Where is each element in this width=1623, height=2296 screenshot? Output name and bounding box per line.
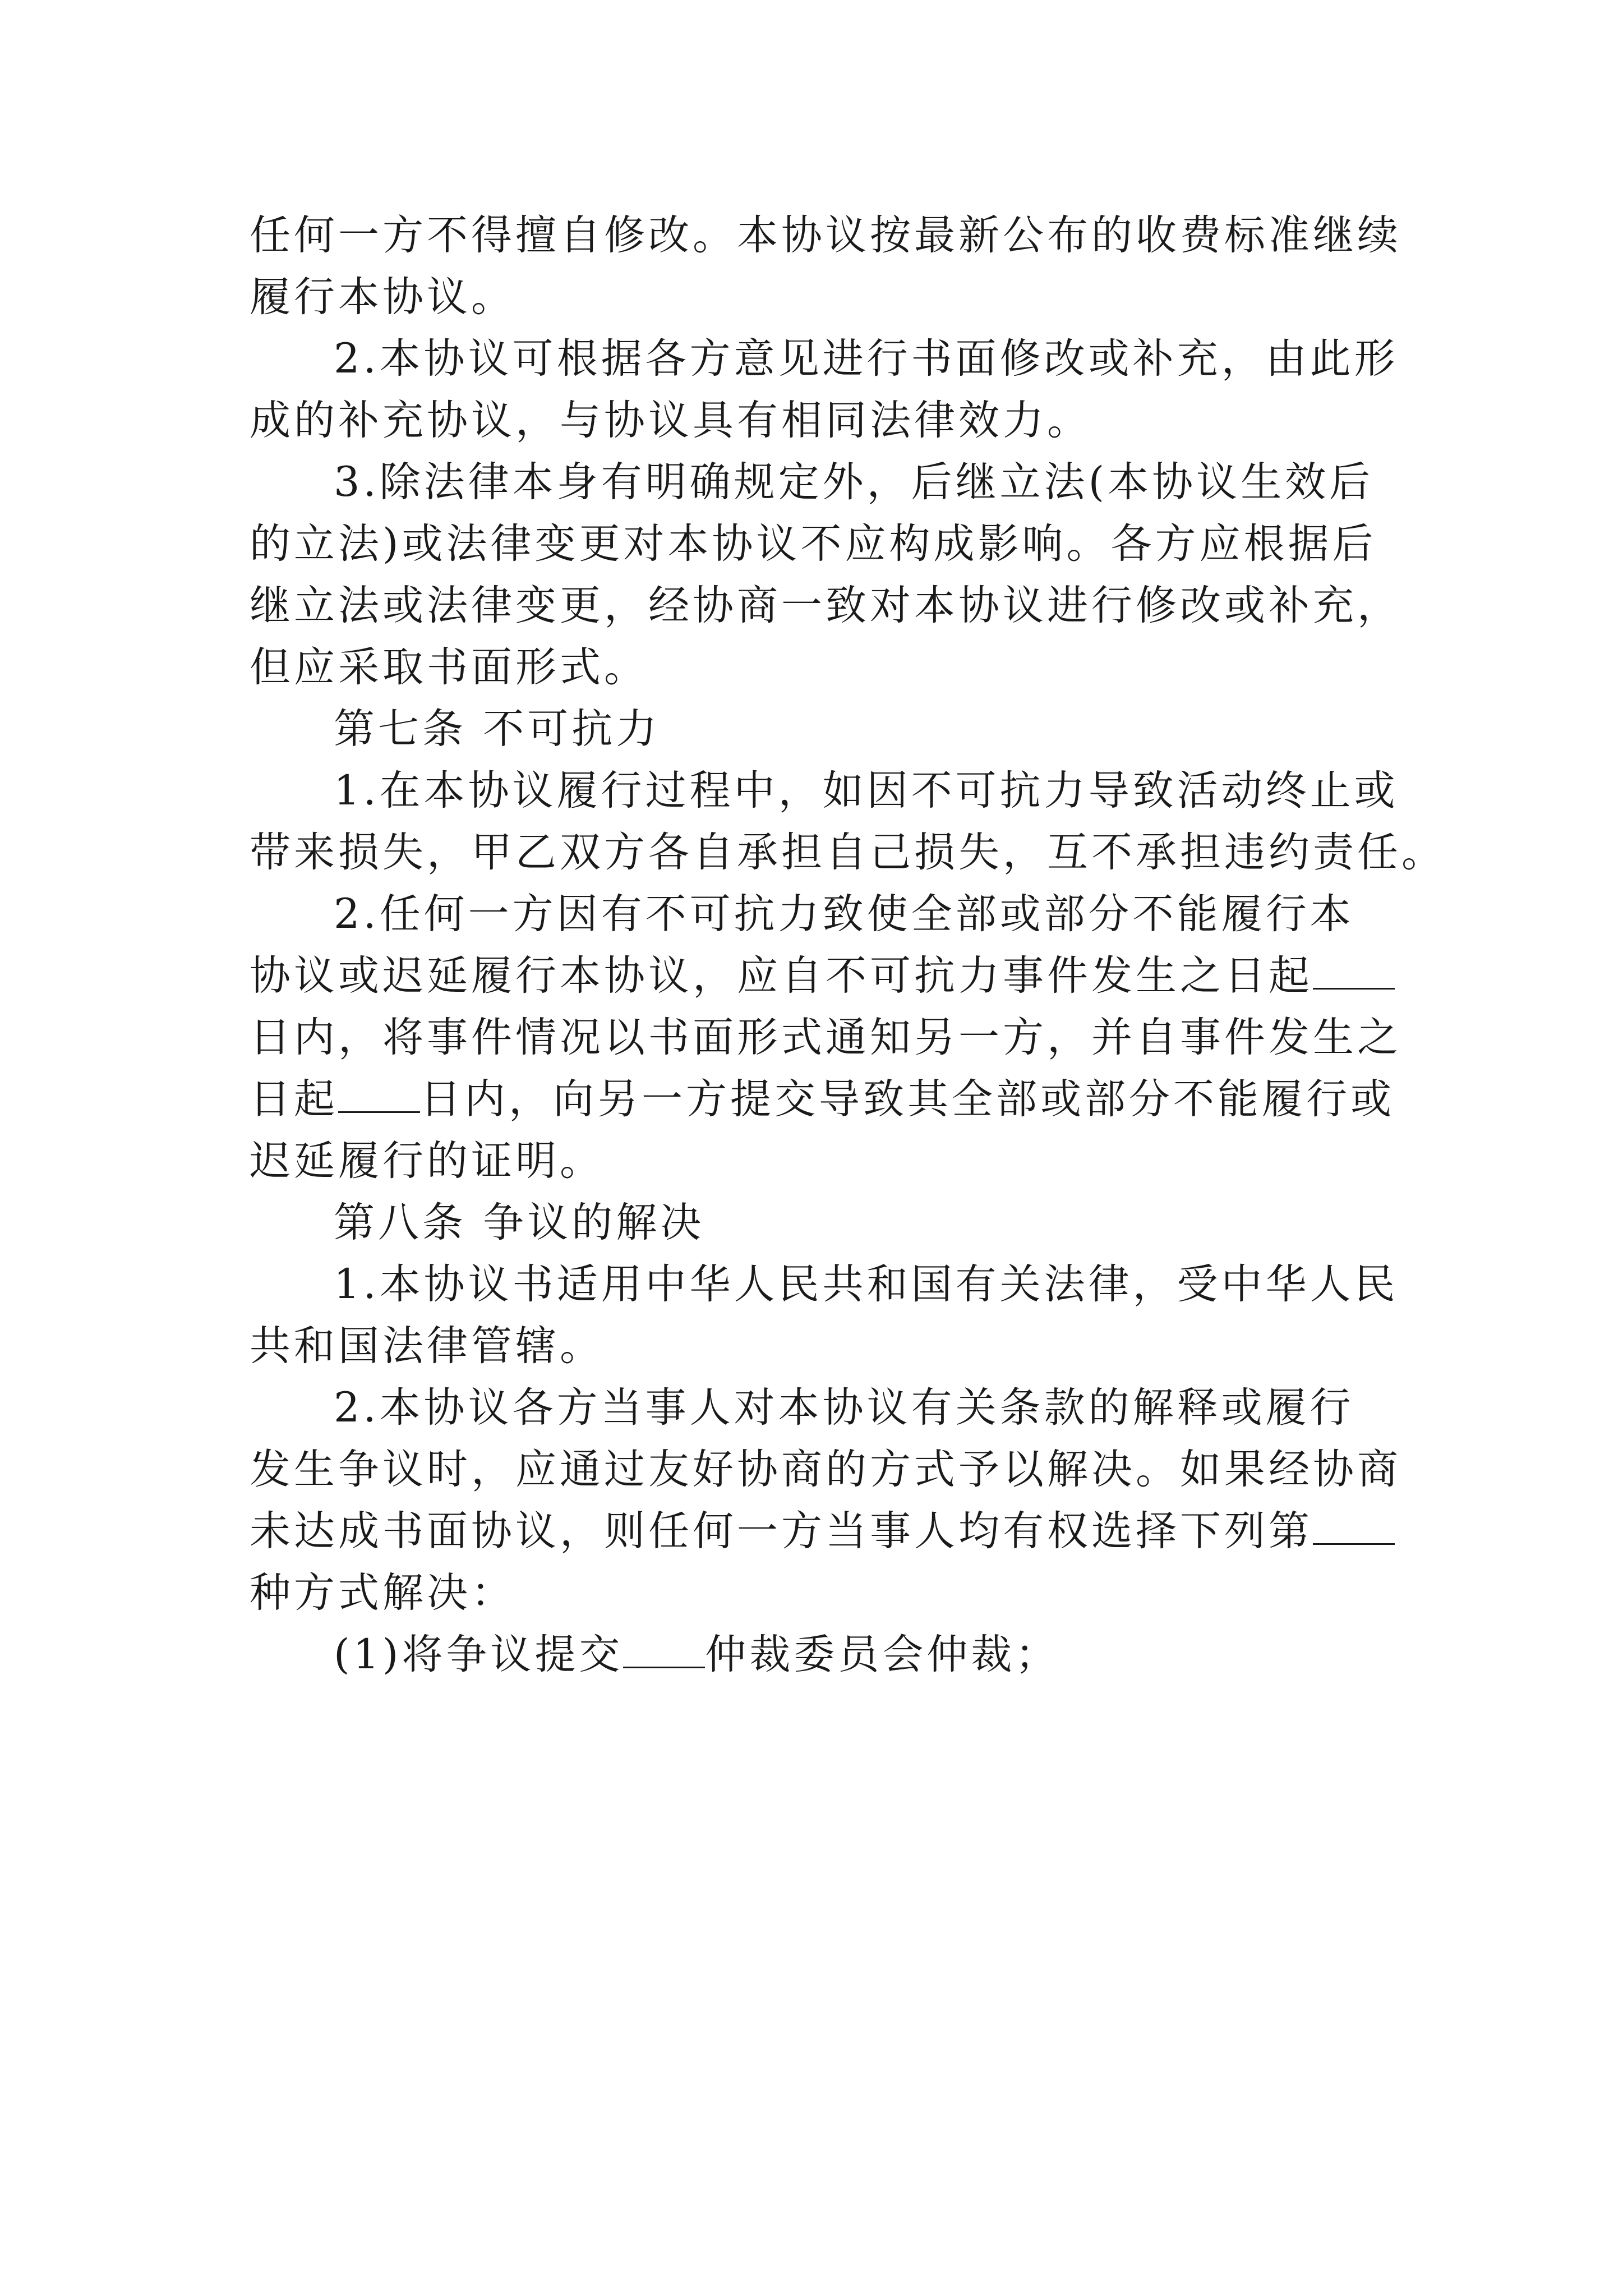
text-segment: 日起 <box>250 1075 338 1123</box>
clause-8-2: 2.本协议各方当事人对本协议有关条款的解释或履行 <box>334 1384 1354 1432</box>
text-line: 成的补充协议，与协议具有相同法律效力。 <box>250 397 1091 444</box>
text-segment: 协议或迟延履行本协议，应自不可抗力事件发生之日起 <box>250 952 1313 1000</box>
fill-in-blank <box>338 1079 420 1113</box>
document-body <box>250 205 1446 1686</box>
text-segment: (1)将争议提交 <box>334 1631 624 1678</box>
text-line <box>250 945 1394 1007</box>
text-line: 的立法)或法律变更对本协议不应构成影响。各方应根据后 <box>250 520 1377 568</box>
clause-8-1: 1.本协议书适用中华人民共和国有关法律，受中华人民 <box>334 1260 1399 1308</box>
fill-in-blank <box>623 1634 705 1668</box>
text-segment: 未达成书面协议，则任何一方当事人均有权选择下列第 <box>250 1507 1313 1555</box>
text-line: 但应采取书面形式。 <box>250 643 648 691</box>
article-8-heading: 第八条 争议的解决 <box>334 1199 705 1246</box>
text-line: 带来损失，甲乙双方各自承担自己损失，互不承担违约责任。 <box>250 829 1446 876</box>
text-segment: 仲裁委员会仲裁； <box>705 1631 1060 1678</box>
text-line: 任何一方不得擅自修改。本协议按最新公布的收费标准继续 <box>250 211 1401 259</box>
clause-8-2-option-1 <box>250 1624 1394 1686</box>
fill-in-blank <box>1313 1511 1395 1545</box>
text-line: 种方式解决： <box>250 1569 515 1617</box>
text-line <box>250 1501 1394 1562</box>
clause-7-2: 2.任何一方因有不可抗力致使全部或部分不能履行本 <box>334 890 1354 938</box>
article-7-heading: 第七条 不可抗力 <box>334 705 661 753</box>
text-line <box>250 1069 1394 1130</box>
text-line: 发生争议时，应通过友好协商的方式予以解决。如果经协商 <box>250 1446 1401 1493</box>
text-line: 日内，将事件情况以书面形式通知另一方，并自事件发生之 <box>250 1014 1401 1061</box>
text-line: 履行本协议。 <box>250 273 515 321</box>
fill-in-blank <box>1313 955 1395 990</box>
clause-6-2: 2.本协议可根据各方意见进行书面修改或补充，由此形 <box>334 335 1399 383</box>
clause-6-3: 3.除法律本身有明确规定外，后继立法(本协议生效后 <box>334 458 1374 506</box>
text-line: 共和国法律管辖。 <box>250 1322 604 1370</box>
text-line: 继立法或法律变更，经协商一致对本协议进行修改或补充， <box>250 582 1401 629</box>
clause-7-1: 1.在本协议履行过程中，如因不可抗力导致活动终止或 <box>334 767 1399 815</box>
text-segment: 日内，向另一方提交导致其全部或部分不能履行或 <box>420 1075 1395 1123</box>
text-line: 迟延履行的证明。 <box>250 1137 604 1185</box>
